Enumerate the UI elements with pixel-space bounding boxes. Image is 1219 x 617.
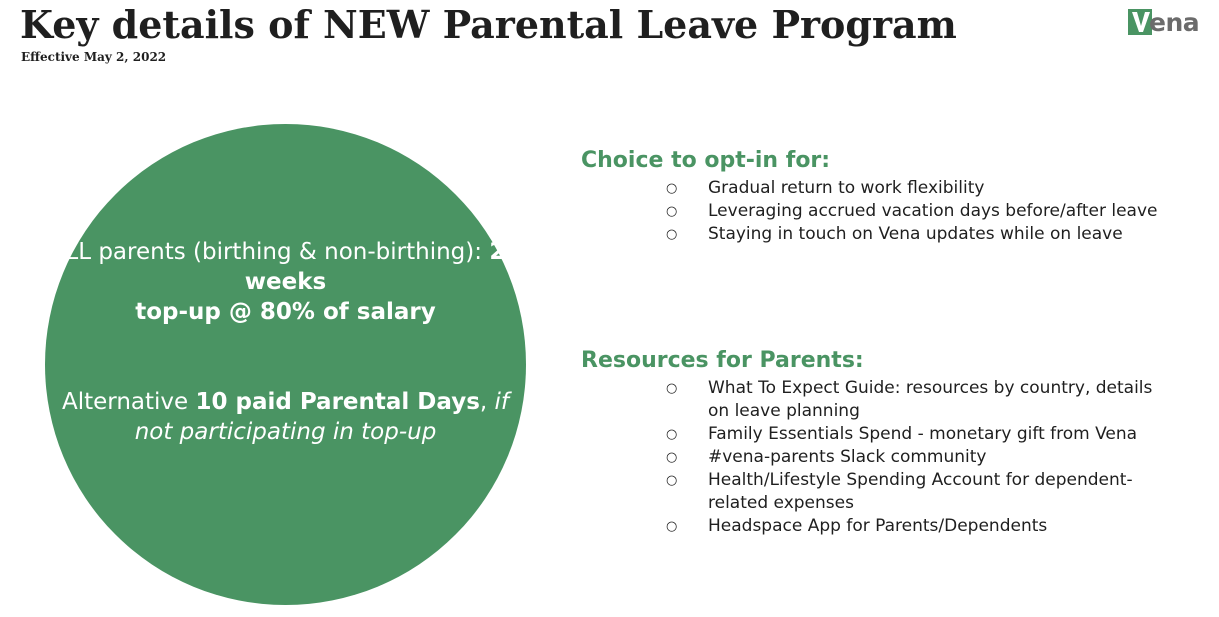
alternative-days: 10 paid Parental Days	[195, 389, 480, 415]
bullet-icon: ○	[666, 473, 678, 488]
alternative-condition: if not participating in top-up	[134, 389, 510, 445]
logo-text: ena	[1149, 7, 1200, 37]
list-item-text: Headspace App for Parents/Dependents	[708, 516, 1048, 536]
opt-in-heading: Choice to opt-in for:	[581, 148, 831, 173]
bullet-icon: ○	[666, 427, 678, 442]
bullet-icon: ○	[666, 204, 678, 219]
resources-heading: Resources for Parents:	[581, 348, 864, 373]
opt-in-list	[581, 177, 1201, 246]
bullet-icon: ○	[666, 519, 678, 534]
list-item-text: Leveraging accrued vacation days before/after leave	[708, 201, 1158, 221]
resources-list	[581, 377, 1201, 538]
topup-statement	[45, 237, 526, 327]
alternative-statement	[45, 387, 526, 447]
topup-prefix: ALL parents (birthing & non-birthing):	[49, 239, 490, 265]
alternative-prefix: Alternative	[61, 389, 196, 415]
bullet-icon: ○	[666, 381, 678, 396]
list-item-text: What To Expect Guide: resources by country, details on leave planning	[708, 378, 1153, 421]
topup-salary: top-up @ 80% of salary	[135, 299, 436, 325]
vena-logo	[1128, 8, 1199, 36]
list-item	[581, 423, 1158, 446]
list-item	[581, 200, 1158, 223]
list-item	[581, 377, 1158, 423]
topup-weeks: 20 weeks	[244, 239, 522, 295]
list-item	[581, 469, 1158, 515]
list-item-text: Gradual return to work flexibility	[708, 178, 985, 198]
alternative-comma: ,	[479, 389, 495, 415]
list-item	[581, 223, 1158, 246]
list-item-text: Staying in touch on Vena updates while on leave	[708, 224, 1123, 244]
page-title: Key details of NEW Parental Leave Program	[20, 2, 957, 47]
list-item	[581, 515, 1158, 538]
list-item-text: Family Essentials Spend - monetary gift from Vena	[708, 424, 1138, 444]
list-item-text: Health/Lifestyle Spending Account for dependent-related expenses	[708, 470, 1133, 513]
list-item-text: #vena-parents Slack community	[708, 447, 987, 467]
effective-date: Effective May 2, 2022	[21, 50, 167, 64]
bullet-icon: ○	[666, 181, 678, 196]
highlight-circle	[45, 124, 526, 605]
list-item	[581, 177, 1158, 200]
bullet-icon: ○	[666, 227, 678, 242]
list-item	[581, 446, 1158, 469]
bullet-icon: ○	[666, 450, 678, 465]
